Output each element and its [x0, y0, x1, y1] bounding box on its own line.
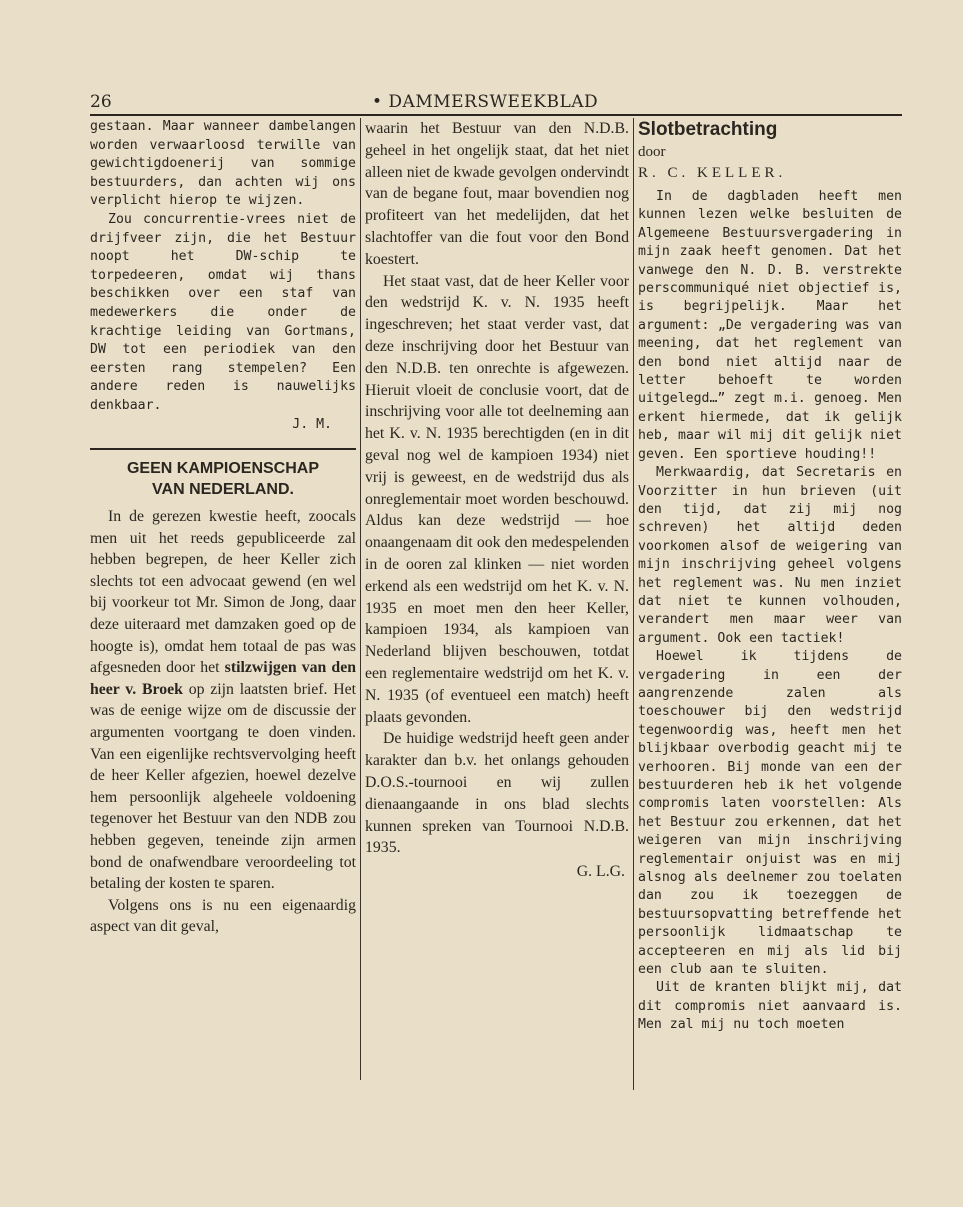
col2-paragraph: waarin het Bestuur van den N.D.B. geheel in het ongelijk staat, dat het niet alleen niet de kwade gevolgen ondervindt van de begane fout, maar bovendien nog profiteert van het medelijden, dat het slachtoffer van die fout voor den Bond koestert.: [365, 120, 629, 268]
col2-signature: G. L.G.: [576, 863, 625, 881]
section-title-line: VAN NEDERLAND.: [152, 481, 294, 499]
article-bold-text: stilzwijgen van den heer v. Broek: [90, 659, 356, 698]
col3-paragraph: Merkwaardig, dat Secretaris en Voorzitter in hun brieven (uit den tijd, dat zij mij nog schreven) het altijd deden voorkomen alsof de weigering van mijn inschrijving geheel volgens het reglement was. Nu men inziet dat niet te kunnen volhouden, verandert men maar weer van argument. Ook een tactiek!: [638, 465, 902, 646]
article-paragraph: Volgens ons is nu een eigenaardig aspect van dit geval,: [90, 896, 356, 936]
column-2: [365, 118, 629, 1100]
article-body: [90, 506, 356, 938]
column-divider-1: [360, 118, 361, 1080]
col1-signature: J. M.: [292, 416, 332, 432]
section-title: [90, 458, 356, 500]
article-byline: door: [638, 144, 666, 160]
article-title: Slotbetrachting: [638, 119, 778, 140]
col3-paragraph: Hoewel ik tijdens de vergadering in een der aangrenzende zalen als toeschouwer bij den wedstrijd tegenwoordig was, heeft men het blijkbaar overbodig geacht mij te verhooren. Bij monde van een der bestuurderen heb ik het volgende compromis laten voorstellen: Als het Bestuur zou erkennen, dat het weigeren van mijn inschrijving reglementair onjuist was en mij alsnog als deelnemer zou toelaten dan zou ik toezeggen de bestuursopvatting betreffende het persoonlijk lidmaatschap te accepteeren en mij als lid bij een club aan te sluiten.: [638, 649, 902, 978]
page-number: 26: [90, 92, 112, 112]
section-separator: [90, 448, 356, 450]
article-text: op zijn laatsten brief. Het was de eenige wijze om de discussie der argumenten voortgang te doen vinden. Van een eigenlijke rechtsvervolging heeft de heer Keller afgezien, hoewel dezelve hem persoonlijk algeheele voldoening tegenover het Bestuur van den NDB zou hebben gegeven, teneinde zijn armen bond de onafwendbare veroordeeling tot betaling der kosten te sparen.: [90, 680, 356, 893]
header-rule: [90, 114, 902, 116]
section-title-line: GEEN KAMPIOENSCHAP: [126, 460, 320, 478]
col1-paragraph: Zou concurrentie-vrees niet de drijfveer zijn, die het Bestuur noopt het DW-schip te torpedeeren, omdat wij thans beschikken over een staf van medewerkers die onder de krachtige leiding van Gortmans, DW tot een periodiek van den eersten rang stempelen? Een andere reden is nauwelijks denkbaar.: [90, 211, 356, 413]
col3-paragraph: Uit de kranten blijkt mij, dat dit compromis niet aanvaard is. Men zal mij nu toch moeten: [638, 980, 902, 1033]
column-1: [90, 118, 356, 1098]
running-head: • DAMMERSWEEKBLAD: [372, 92, 599, 112]
col2-paragraph: Het staat vast, dat de heer Keller voor den wedstrijd K. v. N. 1935 heeft ingeschreven; het staat verder vast, dat deze inschrijving door het Bestuur van den N.D.B. ten onrechte is afgewezen. Hieruit vloeit de conclusie voort, dat de inschrijving voor alle tot deelneming aan het K. v. N. 1935 berechtigden (en in dit geval nog wel de kampioen 1934) niet vrij is geweest, en de wedstrijd dus als onreglementair moet worden beschouwd. Aldus kan deze wedstrijd — hoe onaangenaam dit ook den medespelenden in de ooren zal klinken — niet worden erkend als een wedstrijd om het K. v. N. 1935 en moet men den heer Keller, kampioen 1934, als kampioen van Nederland blijven beschouwen, totdat een reglementaire wedstrijd om het K. v. N. 1935 (of eventueel een match) heeft plaats gevonden.: [365, 272, 629, 726]
article-author: R. C. KELLER.: [638, 165, 787, 181]
page-header: [90, 92, 900, 114]
column-3: [638, 118, 902, 1098]
col1-paragraph: gestaan. Maar wanneer dambelangen worden verwaarloosd terwille van gewichtigdoenerij van sommige bestuurders, dan achten wij ons verplicht hierop te wijzen.: [90, 119, 356, 209]
article-text: In de gerezen kwestie heeft, zoocals men uit het reeds gepubliceerde zal hebben begrepen, de heer Keller zich slechts tot een advocaat gewend (en wel bij voorkeur tot Mr. Simon de Jong, daar deze uiteraard met damzaken goed op de hoogte is), omdat hem totaal de pas was afgesneden door het: [90, 508, 356, 677]
column-divider-2: [633, 118, 634, 1090]
article-paragraph: [90, 506, 356, 895]
col3-paragraph: In de dagbladen heeft men kunnen lezen welke besluiten de Algemeene Bestuursvergadering in mijn zaak heeft genomen. Dat het vanwege den N. D. B. verstrekte perscommuniqué niet objectief is, is begrijpelijk. Maar het argument: „De vergadering was van meening, dat het reglement van den bond niet altijd naar de letter behoeft te worden uitgelegd…” zegt m.i. genoeg. Men erkent hiermede, dat ik gelijk heb, maar wil mij dit gelijk niet geven. Een sportieve houding!!: [638, 189, 902, 462]
col2-paragraph: De huidige wedstrijd heeft geen ander karakter dan b.v. het onlangs gehouden D.O.S.-tournooi en wij zullen dienaangaande in ons blad slechts kunnen spreken van Tournooi N.D.B. 1935.: [365, 730, 629, 857]
